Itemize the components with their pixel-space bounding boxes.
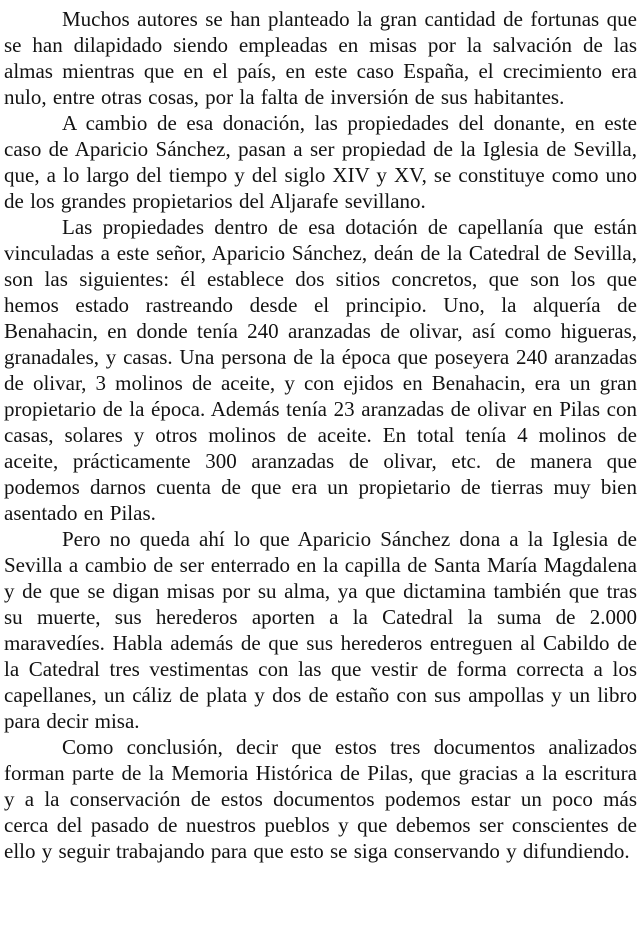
paragraph-propiedades-capellania: Las propiedades dentro de esa dotación de capellanía que están vinculadas a este señor, Aparicio Sánchez, deán de la Catedral de Sevilla, son las siguientes: él establece dos sitios concretos, que son los que hemos estado rastreando desde el principio. Uno, la alquería de Benahacin, en donde tenía 240 aranzadas de olivar, así como higueras, granadales, y casas. Una persona de la época que poseyera 240 aranzadas de olivar, 3 molinos de aceite, y con ejidos en Benahacin, era un gran propietario de la época. Además tenía 23 aranzadas de olivar en Pilas con casas, solares y otros molinos de aceite. En total tenía 4 molinos de aceite, prácticamente 300 aranzadas de olivar, etc. de manera que podemos darnos cuenta de que era un propietario de tierras muy bien asentado en Pilas. bbox=[4, 215, 637, 525]
paragraph-donacion-iglesia: A cambio de esa donación, las propiedades del donante, en este caso de Aparicio Sánchez, pasan a ser propiedad de la Iglesia de Sevilla, que, a lo largo del tiempo y del siglo XIV y XV, se constituye como uno de los grandes propietarios del Aljarafe sevillano. bbox=[4, 111, 637, 213]
paragraph-conclusion: Como conclusión, decir que estos tres documentos analizados forman parte de la Memoria Histórica de Pilas, que gracias a la escritura y a la conservación de estos documentos podemos estar un poco más cerca del pasado de nuestros pueblos y que debemos ser conscientes de ello y seguir trabajando para que esto se siga conservando y difundiendo. bbox=[4, 735, 637, 863]
paragraph-donacion-catedral: Pero no queda ahí lo que Aparicio Sánchez dona a la Iglesia de Sevilla a cambio de ser enterrado en la capilla de Santa María Magdalena y de que se digan misas por su alma, ya que dictamina también que tras su muerte, sus herederos aporten a la Catedral la suma de 2.000 maravedíes. Habla además de que sus herederos entreguen al Cabildo de la Catedral tres vestimentas con las que vestir de forma correcta a los capellanes, un cáliz de plata y dos de estaño con sus ampollas y un libro para decir misa. bbox=[4, 527, 637, 733]
paragraph-fortunas-misas: Muchos autores se han planteado la gran cantidad de fortunas que se han dilapidado siendo empleadas en misas por la salvación de las almas mientras que en el país, en este caso España, el crecimiento era nulo, entre otras cosas, por la falta de inversión de sus habitantes. bbox=[4, 7, 637, 109]
